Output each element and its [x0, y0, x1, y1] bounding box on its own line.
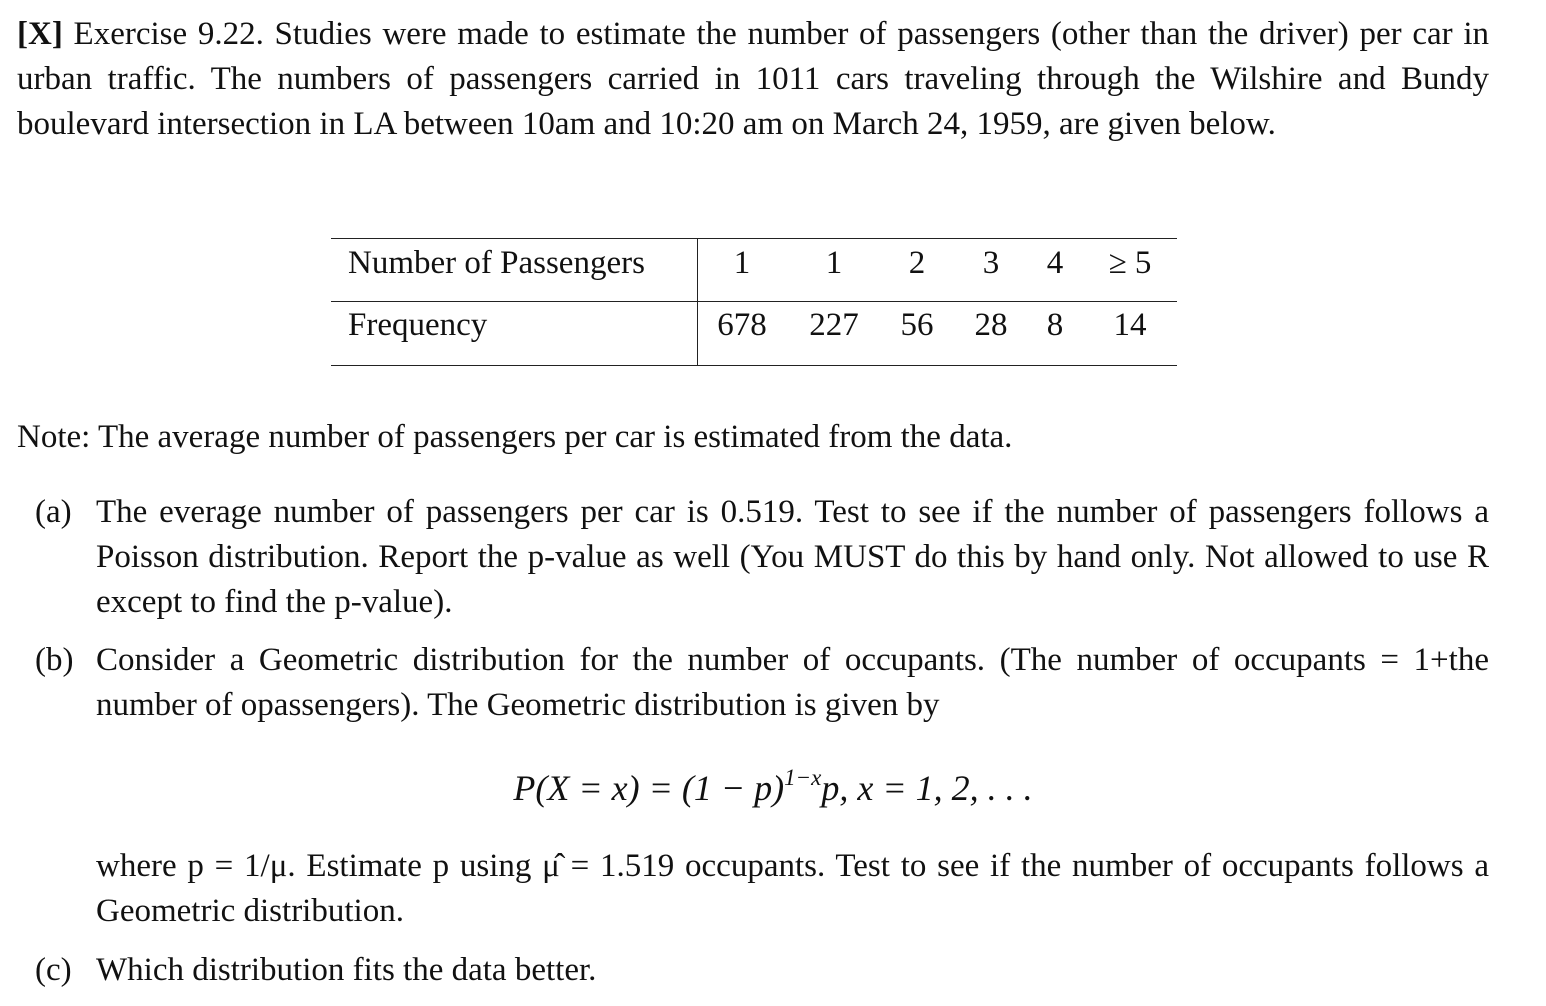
frequency-row-label: Frequency [348, 307, 488, 343]
part-a-label: (a) [35, 494, 72, 530]
formula-exponent: 1−x [784, 765, 822, 790]
part-b-label: (b) [35, 642, 74, 678]
formula-lhs: P(X = x) = (1 − p) [513, 768, 785, 808]
part-b [35, 638, 1489, 728]
part-b-continuation: where p = 1/μ. Estimate p using μ̂ = 1.519 occupants. Test to see if the number of occupants follows a Geometric distribution. [96, 848, 1489, 929]
exercise-marker: [X] [17, 16, 63, 52]
exercise-intro-text: Exercise 9.22. Studies were made to estimate the number of passengers (other than the driver) per car in urban traffic. The numbers of passengers carried in 1011 cars traveling through the Wilshire and Bundy boulevard intersection in LA between 10am and 10:20 am on March 24, 1959, are given below. [17, 16, 1490, 142]
frequency-cell: 14 [1113, 307, 1147, 343]
passenger-count-cell: ≥ 5 [1108, 245, 1152, 281]
passenger-frequency-table [331, 238, 1177, 366]
part-b-text: Consider a Geometric distribution for the number of occupants. (The number of occupants = 1+the number of opassengers). The Geometric distribution is given by [96, 642, 1489, 723]
passenger-count-cell: 1 [733, 245, 751, 281]
frequency-cell: 227 [809, 307, 859, 343]
frequency-cell: 56 [900, 307, 934, 343]
frequency-cell: 8 [1046, 307, 1064, 343]
passengers-row-label: Number of Passengers [348, 245, 645, 281]
note-text: Note: The average number of passengers per car is estimated from the data. [17, 419, 1013, 455]
passenger-count-cell: 4 [1046, 245, 1064, 281]
frequency-cell: 28 [974, 307, 1008, 343]
passenger-count-cell: 3 [982, 245, 1000, 281]
passenger-count-cell: 2 [908, 245, 926, 281]
table-row-divider [331, 301, 1177, 302]
part-a-text: The everage number of passengers per car is 0.519. Test to see if the number of passengers follows a Poisson distribution. Report the p-value as well (You MUST do this by hand only. Not allowed to use R except to find the p-value). [96, 494, 1489, 620]
exercise-intro [17, 12, 1489, 147]
formula-rhs: p, x = 1, 2, . . . [821, 768, 1033, 808]
part-c-label: (c) [35, 952, 72, 988]
part-a [35, 490, 1489, 625]
part-c [35, 948, 1489, 993]
passenger-count-cell: 1 [825, 245, 843, 281]
geometric-pmf-formula [0, 764, 1546, 812]
part-c-text: Which distribution fits the data better. [96, 952, 597, 988]
frequency-cell: 678 [717, 307, 767, 343]
table-column-divider [697, 239, 698, 365]
